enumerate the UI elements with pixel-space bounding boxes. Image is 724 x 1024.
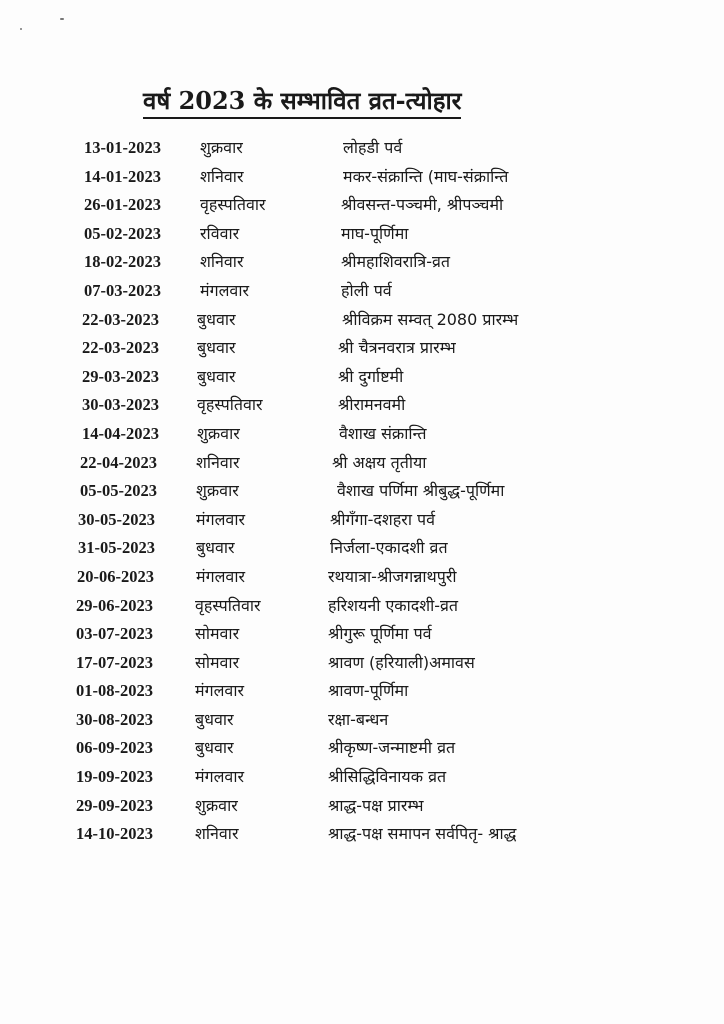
festival-date: 17-07-2023: [76, 652, 153, 672]
festival-name: माघ-पूर्णिमा: [341, 223, 409, 243]
festival-date: 07-03-2023: [84, 280, 161, 300]
festival-date: 29-06-2023: [76, 595, 153, 615]
festival-day: सोमवार: [195, 652, 240, 672]
festival-day: बुधवार: [195, 738, 234, 758]
festival-date: 13-01-2023: [84, 138, 161, 157]
festival-name: श्रीरामनवमी: [338, 395, 406, 415]
festival-name: श्रीगुरू पूर्णिमा पर्व: [328, 624, 432, 644]
scan-speck: [60, 18, 64, 20]
festival-day: रविवार: [200, 223, 240, 243]
festival-date: 05-02-2023: [84, 223, 161, 243]
festival-date: 22-03-2023: [82, 309, 159, 329]
festival-date: 30-03-2023: [82, 395, 159, 415]
festival-name: श्राद्ध-पक्ष समापन सर्वपितृ- श्राद्ध: [328, 824, 517, 844]
festival-name: श्रावण-पूर्णिमा: [328, 681, 409, 701]
festival-name: श्राद्ध-पक्ष प्रारम्भ: [328, 795, 424, 815]
festival-name: लोहडी पर्व: [343, 138, 403, 157]
festival-name: श्रीविक्रम सम्वत् 2080 प्रारम्भ: [342, 309, 519, 329]
festival-day: वृहस्पतिवार: [200, 195, 266, 215]
festival-day: मंगलवार: [195, 681, 245, 701]
festival-date: 29-03-2023: [82, 366, 159, 386]
festival-row: [0, 277, 724, 306]
festival-name: श्री दुर्गाष्टमी: [338, 366, 404, 386]
festival-row: [0, 220, 724, 249]
festival-row: [0, 620, 724, 649]
festival-date: 22-03-2023: [82, 338, 159, 358]
festival-day: सोमवार: [195, 624, 240, 644]
festival-name: वैशाख संक्रान्ति: [339, 423, 427, 443]
festival-date: 18-02-2023: [84, 252, 161, 272]
festival-row: [0, 592, 724, 621]
festival-date: 01-08-2023: [76, 681, 153, 701]
festival-row: [0, 248, 724, 277]
festival-date: 30-05-2023: [78, 509, 155, 529]
festival-name: श्रावण (हरियाली)अमावस: [328, 652, 475, 672]
festival-row: [0, 134, 724, 163]
festival-name: रक्षा-बन्धन: [328, 709, 389, 729]
festival-date: 19-09-2023: [76, 767, 153, 787]
festival-name: निर्जला-एकादशी व्रत: [330, 538, 448, 558]
festival-day: वृहस्पतिवार: [195, 595, 261, 615]
festival-date: 05-05-2023: [80, 481, 157, 501]
festival-name: श्री अक्षय तृतीया: [332, 452, 427, 472]
festival-row: [0, 306, 724, 335]
festival-day: मंगलवार: [196, 509, 246, 529]
festival-name: होली पर्व: [341, 280, 392, 300]
festival-day: शनिवार: [195, 824, 239, 844]
festival-date: 30-08-2023: [76, 709, 153, 729]
festival-day: मंगलवार: [195, 767, 245, 787]
festival-name: मकर-संक्रान्ति (माघ-संक्रान्ति: [343, 166, 509, 186]
festival-row: [0, 420, 724, 449]
festival-row: [0, 820, 724, 849]
festival-day: शुक्रवार: [196, 481, 239, 501]
festival-row: [0, 391, 724, 420]
festival-date: 31-05-2023: [78, 538, 155, 558]
festival-day: शनिवार: [200, 166, 244, 186]
festival-date: 22-04-2023: [80, 452, 157, 472]
festival-date: 03-07-2023: [76, 624, 153, 644]
festival-row: [0, 163, 724, 192]
festival-date: 29-09-2023: [76, 795, 153, 815]
festival-row: [0, 706, 724, 735]
festival-row: [0, 763, 724, 792]
festival-name: श्रीसिद्धिविनायक व्रत: [328, 767, 447, 787]
festival-row: [0, 506, 724, 535]
festival-day: मंगलवार: [196, 566, 246, 586]
festival-date: 14-04-2023: [82, 423, 159, 443]
festival-name: श्रीगँगा-दशहरा पर्व: [330, 509, 436, 529]
festival-day: शुक्रवार: [195, 795, 238, 815]
festival-name: श्रीवसन्त-पञ्चमी, श्रीपञ्चमी: [341, 195, 504, 215]
festival-date: 20-06-2023: [77, 566, 154, 586]
festival-day: शनिवार: [200, 252, 244, 272]
festival-row: [0, 563, 724, 592]
festival-row: [0, 191, 724, 220]
festival-list: [0, 134, 724, 849]
festival-row: [0, 792, 724, 821]
festival-row: [0, 677, 724, 706]
festival-day: बुधवार: [197, 338, 236, 358]
document-title: वर्ष 2023 के सम्भावित व्रत-त्योहार: [143, 86, 461, 119]
festival-row: [0, 734, 724, 763]
festival-date: 14-01-2023: [84, 166, 161, 186]
festival-day: वृहस्पतिवार: [197, 395, 263, 415]
festival-name: श्रीकृष्ण-जन्माष्टमी व्रत: [328, 738, 456, 758]
festival-date: 26-01-2023: [84, 195, 161, 215]
festival-name: श्रीमहाशिवरात्रि-व्रत: [341, 252, 451, 272]
festival-day: बुधवार: [196, 538, 235, 558]
festival-name: रथयात्रा-श्रीजगन्नाथपुरी: [328, 566, 457, 586]
festival-day: शनिवार: [196, 452, 240, 472]
festival-name: वैशाख पर्णिमा श्रीबुद्ध-पूर्णिमा: [337, 481, 505, 501]
festival-day: बुधवार: [197, 309, 236, 329]
festival-row: [0, 534, 724, 563]
festival-row: [0, 477, 724, 506]
festival-row: [0, 649, 724, 678]
festival-day: शुक्रवार: [197, 423, 240, 443]
festival-name: हरिशयनी एकादशी-व्रत: [328, 595, 459, 615]
festival-row: [0, 449, 724, 478]
festival-row: [0, 334, 724, 363]
scan-speck: [20, 28, 22, 30]
festival-row: [0, 363, 724, 392]
festival-day: शुक्रवार: [200, 138, 243, 157]
festival-day: बुधवार: [197, 366, 236, 386]
festival-date: 14-10-2023: [76, 824, 153, 844]
festival-day: मंगलवार: [200, 280, 250, 300]
festival-date: 06-09-2023: [76, 738, 153, 758]
festival-name: श्री चैत्रनवरात्र प्रारम्भ: [338, 338, 456, 358]
festival-day: बुधवार: [195, 709, 234, 729]
